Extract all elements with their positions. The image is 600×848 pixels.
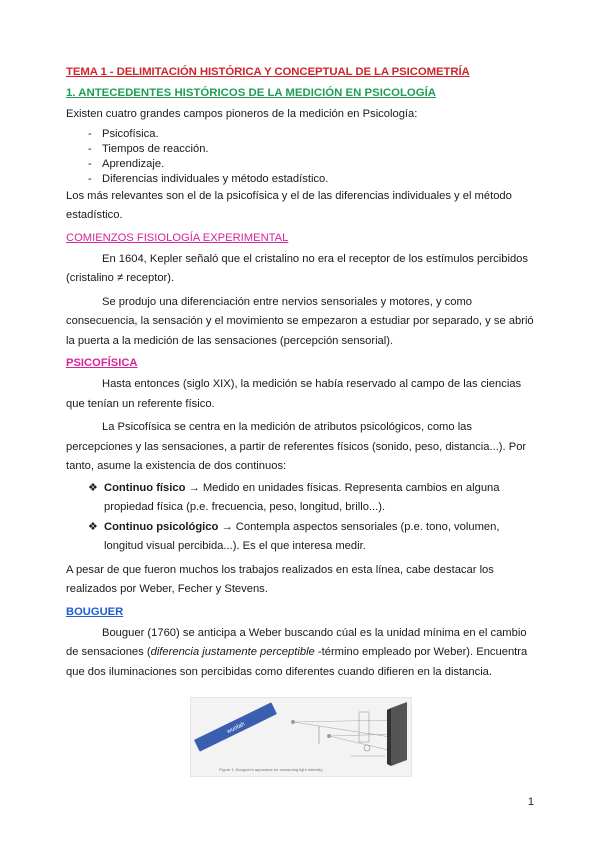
trabajos-paragraph: A pesar de que fueron muchos los trabajos realizados en esta línea, cabe destacar los realizados por Weber, Fecher y Stevens. bbox=[66, 563, 494, 595]
section-heading: 1. ANTECEDENTES HISTÓRICOS DE LA MEDICIÓN EN PSICOLOGÍA bbox=[66, 87, 437, 99]
fields-list bbox=[88, 127, 534, 187]
sticker-badge bbox=[194, 702, 277, 751]
siglo-xix-paragraph: Hasta entonces (siglo XIX), la medición se había reservado al campo de las ciencias que tenían un referente físico. bbox=[66, 378, 522, 410]
bouguer-heading: BOUGUER bbox=[66, 605, 124, 618]
bouguer-text-a: Bouguer (1760) se anticipa a Weber buscando cúal es la unidad mínima en el cambio de sensaciones ( bbox=[66, 626, 527, 658]
continuo-psicologico-text: → Contempla aspectos sensoriales (p.e. tono, volumen, longitud visual percibida...). Es el que interesa medir. bbox=[104, 520, 500, 552]
bouguer-italic-term: diferencia justamente perceptible bbox=[150, 646, 315, 658]
nervios-paragraph: Se produjo una diferenciación entre nervios sensoriales y motores, y como consecuencia, la sensación y el movimiento se empezaron a estudiar por separado, y se abrió la puerta a la medición de las sensaciones (percepción sensorial). bbox=[66, 295, 534, 347]
list-item: - Diferencias individuales y método estadístico. bbox=[88, 172, 534, 187]
psicofisica-heading: PSICOFÍSICA bbox=[66, 357, 138, 369]
term-continuo-fisico: Continuo físico bbox=[104, 481, 186, 494]
sticker-text: wuolah bbox=[226, 721, 247, 736]
relevance-paragraph: Los más relevantes son el de la psicofísica y el de las diferencias individuales y el método estadístico. bbox=[66, 189, 512, 221]
continuo-fisico-text: → Medido en unidades físicas. Representa cambios en alguna propiedad física (p.e. frecuencia, peso, longitud, brillo...). bbox=[104, 481, 500, 513]
bouguer-apparatus-figure bbox=[190, 697, 412, 777]
psicofisica-paragraph: La Psicofísica se centra en la medición de atributos psicológicos, como las percepciones y las sensaciones, a partir de referentes físicos (sonido, peso, distancia...). Por tanto, asume la existencia de dos continuos: bbox=[66, 421, 527, 472]
list-item: - Tiempos de reacción. bbox=[88, 142, 534, 157]
bouguer-text-b: -término empleado por Weber). Encuentra que dos iluminaciones son percibidas como diferentes cuando difieren en la distancia. bbox=[66, 646, 528, 678]
diamond-bullet-icon: ❖ bbox=[88, 520, 98, 533]
kepler-paragraph: En 1604, Kepler señaló que el cristalino no era el receptor de los estímulos percibidos (cristalino ≠ receptor). bbox=[66, 252, 528, 284]
continuos-list bbox=[88, 479, 534, 557]
list-item: - Aprendizaje. bbox=[88, 157, 534, 172]
document-title: TEMA 1 - DELIMITACIÓN HISTÓRICA Y CONCEPTUAL DE LA PSICOMETRÍA bbox=[66, 66, 470, 78]
list-item: - Psicofísica. bbox=[88, 127, 534, 142]
document-page bbox=[66, 66, 534, 682]
list-item bbox=[88, 479, 534, 518]
figure-caption: Figure 1. Bouguer's apparatus for measuring light intensity bbox=[219, 767, 323, 772]
intro-paragraph: Existen cuatro grandes campos pioneros de la medición en Psicología: bbox=[66, 108, 418, 120]
fisiologia-heading: COMIENZOS FISIOLOGÍA EXPERIMENTAL bbox=[66, 231, 289, 244]
apparatus-diagram bbox=[191, 698, 411, 776]
bouguer-paragraph bbox=[66, 624, 534, 683]
term-continuo-psicologico: Continuo psicológico bbox=[104, 520, 219, 533]
page-number: 1 bbox=[527, 796, 534, 808]
diamond-bullet-icon: ❖ bbox=[88, 481, 98, 494]
list-item bbox=[88, 518, 534, 557]
